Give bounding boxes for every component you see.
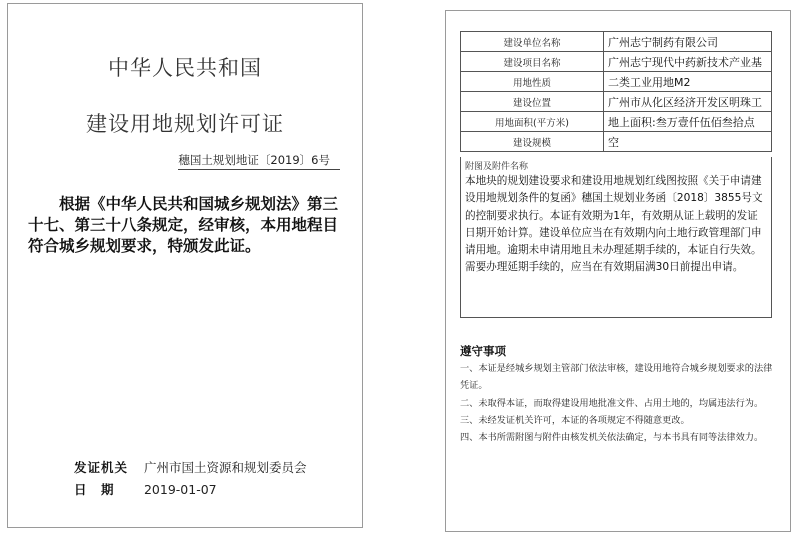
attachments-text: 本地块的规划建设要求和建设用地规划红线图按照《关于申请建设用地规划条件的复函》穗国土规划业务函〔2018〕3855号文的控制要求执行。本证有效期为1年，有效期从证上载明的发证日期开始计算。建设单位应当在有效期内向土地行政管理部门申请用地。逾期未申请用地且未办理延期手续的，本证自行失效。需要办理延期手续的，应当在有效期届满30日前提出申请。: [465, 175, 763, 274]
row-value: 广州志宁制药有限公司: [604, 32, 772, 52]
table-row: [461, 132, 772, 152]
attachments-header: 附图及附件名称: [465, 162, 529, 172]
table-row: [461, 52, 772, 72]
certificate-details-page: [445, 10, 791, 532]
table-row: [461, 112, 772, 132]
table-row: [461, 72, 772, 92]
issuer-value: 广州市国土资源和规划委员会: [143, 460, 307, 475]
date-label: 日 期: [74, 482, 115, 497]
notice-item: 二、未取得本证，而取得建设用地批准文件、占用土地的，均属违法行为。: [460, 397, 764, 409]
row-label: 建设单位名称: [461, 32, 604, 52]
certificate-number-underline: [178, 169, 340, 170]
table-row: [461, 32, 772, 52]
notices-list: [460, 360, 780, 446]
certificate-body-text: 根据《中华人民共和国城乡规划法》第三十七、第三十八条规定，经审核，本用地程目符合城乡规划要求，特颁发此证。: [28, 194, 339, 255]
notice-item: 四、本书所需附图与附件由核发机关依法确定，与本书具有同等法律效力。: [460, 432, 764, 444]
row-label: 建设位置: [461, 92, 604, 112]
issuer-label: 发证机关: [74, 460, 129, 475]
attachments-box: [460, 157, 772, 318]
certificate-number: 穗国土规划地证〔2019〕6号: [178, 153, 330, 167]
certificate-title: 建设用地规划许可证: [86, 112, 284, 136]
date-row: [74, 480, 217, 498]
notices-title: 遵守事项: [460, 344, 506, 358]
notice-item: 一、本证是经城乡规划主管部门依法审核，建设用地符合城乡规划要求的法律凭证。: [460, 363, 773, 392]
certificate-cover-page: [7, 3, 363, 528]
issuer-row: [74, 458, 307, 476]
row-value: 广州市从化区经济开发区明珠工: [604, 92, 772, 112]
row-value: 广州志宁现代中药新技术产业基: [604, 52, 772, 72]
row-value: 地上面积:叁万壹仟伍佰叁拾点: [604, 112, 772, 132]
row-value: 二类工业用地M2: [604, 72, 772, 92]
notice-item: 三、未经发证机关许可，本证的各项规定不得随意更改。: [460, 414, 690, 426]
country-title: 中华人民共和国: [108, 56, 262, 80]
date-value: 2019-01-07: [143, 482, 217, 497]
row-label: 建设规模: [461, 132, 604, 152]
table-row: [461, 92, 772, 112]
row-label: 用地性质: [461, 72, 604, 92]
row-value: 空: [604, 132, 772, 152]
row-label: 用地面积(平方米): [461, 112, 604, 132]
project-info-table: [460, 31, 772, 152]
row-label: 建设项目名称: [461, 52, 604, 72]
